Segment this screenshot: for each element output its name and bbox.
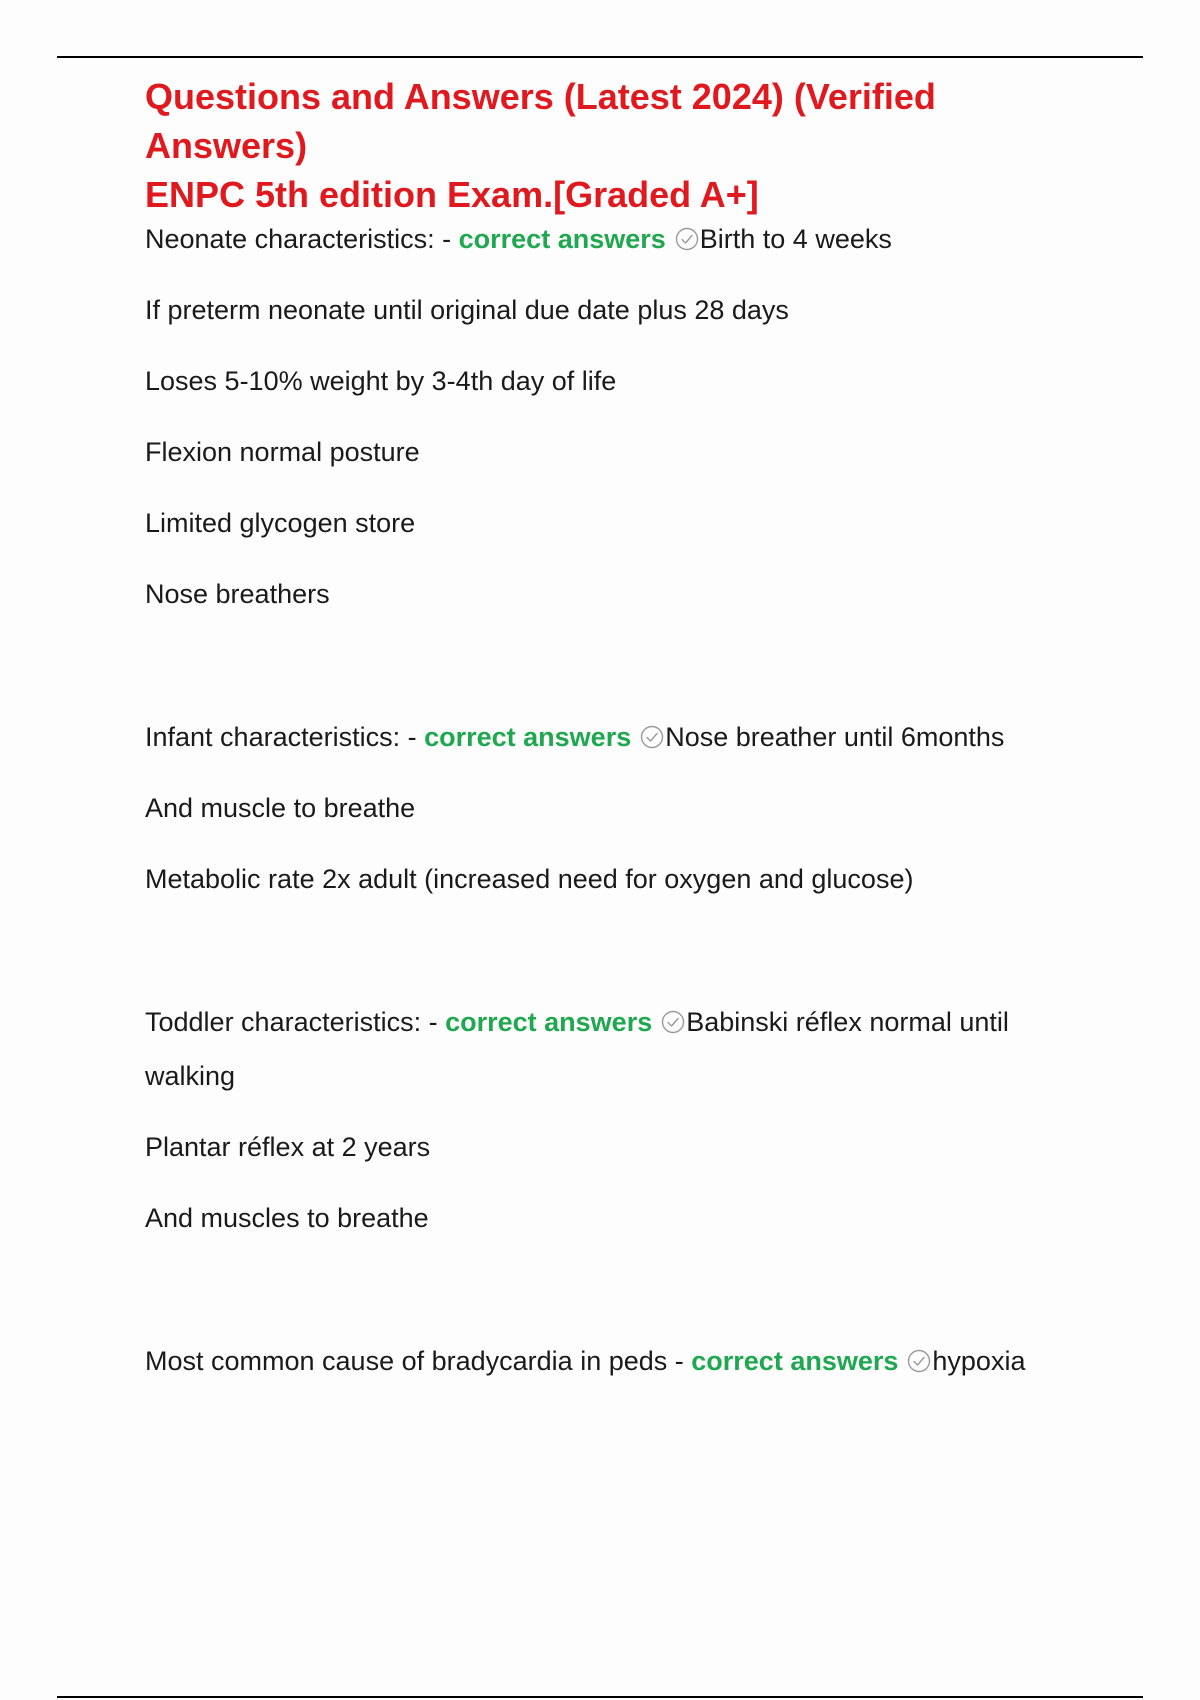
check-circle-icon	[907, 1349, 931, 1373]
check-circle-icon	[675, 227, 699, 251]
answer-line: And muscle to breathe	[145, 793, 416, 823]
document-body	[145, 72, 1085, 1381]
separator: -	[667, 1346, 692, 1376]
answer-line: And muscles to breathe	[145, 1203, 429, 1233]
answer-line: Limited glycogen store	[145, 508, 416, 538]
answer-line: Plantar réflex at 2 years	[145, 1132, 431, 1162]
qa-question-bradycardia	[145, 1341, 1085, 1381]
answer-label: correct answers	[458, 224, 666, 254]
answer-label: correct answers	[445, 1007, 653, 1037]
answer-line: If preterm neonate until original due date plus 28 days	[145, 295, 789, 325]
title-line-1: Questions and Answers (Latest 2024) (Verified Answers)	[145, 76, 936, 166]
qa-question-toddler	[145, 995, 1085, 1103]
answer-line: Metabolic rate 2x adult (increased need for oxygen and glucose)	[145, 864, 914, 894]
answer-label: correct answers	[424, 722, 632, 752]
answer-line: Flexion normal posture	[145, 437, 420, 467]
title-line-2: ENPC 5th edition Exam.[Graded A+]	[145, 174, 759, 215]
check-circle-icon	[640, 725, 664, 749]
answer-text: Nose breather until 6months	[665, 722, 1005, 752]
document-title	[145, 72, 1085, 219]
check-circle-icon	[661, 1010, 685, 1034]
bottom-rule	[57, 1696, 1143, 1698]
top-rule	[57, 56, 1143, 58]
qa-question-neonate	[145, 219, 1085, 259]
answer-text: Birth to 4 weeks	[699, 224, 892, 254]
separator: -	[434, 224, 459, 254]
separator: -	[421, 1007, 446, 1037]
answer-label: correct answers	[691, 1346, 899, 1376]
answer-line: Loses 5-10% weight by 3-4th day of life	[145, 366, 617, 396]
answer-text: Babinski réflex normal until walking	[145, 1007, 1009, 1091]
question-text: Infant characteristics:	[145, 722, 401, 752]
answer-line: Nose breathers	[145, 579, 330, 609]
question-text: Most common cause of bradycardia in peds	[145, 1346, 668, 1376]
question-text: Neonate characteristics:	[145, 224, 435, 254]
answer-text: hypoxia	[932, 1346, 1026, 1376]
separator: -	[400, 722, 425, 752]
question-text: Toddler characteristics:	[145, 1007, 422, 1037]
qa-question-infant	[145, 717, 1085, 757]
